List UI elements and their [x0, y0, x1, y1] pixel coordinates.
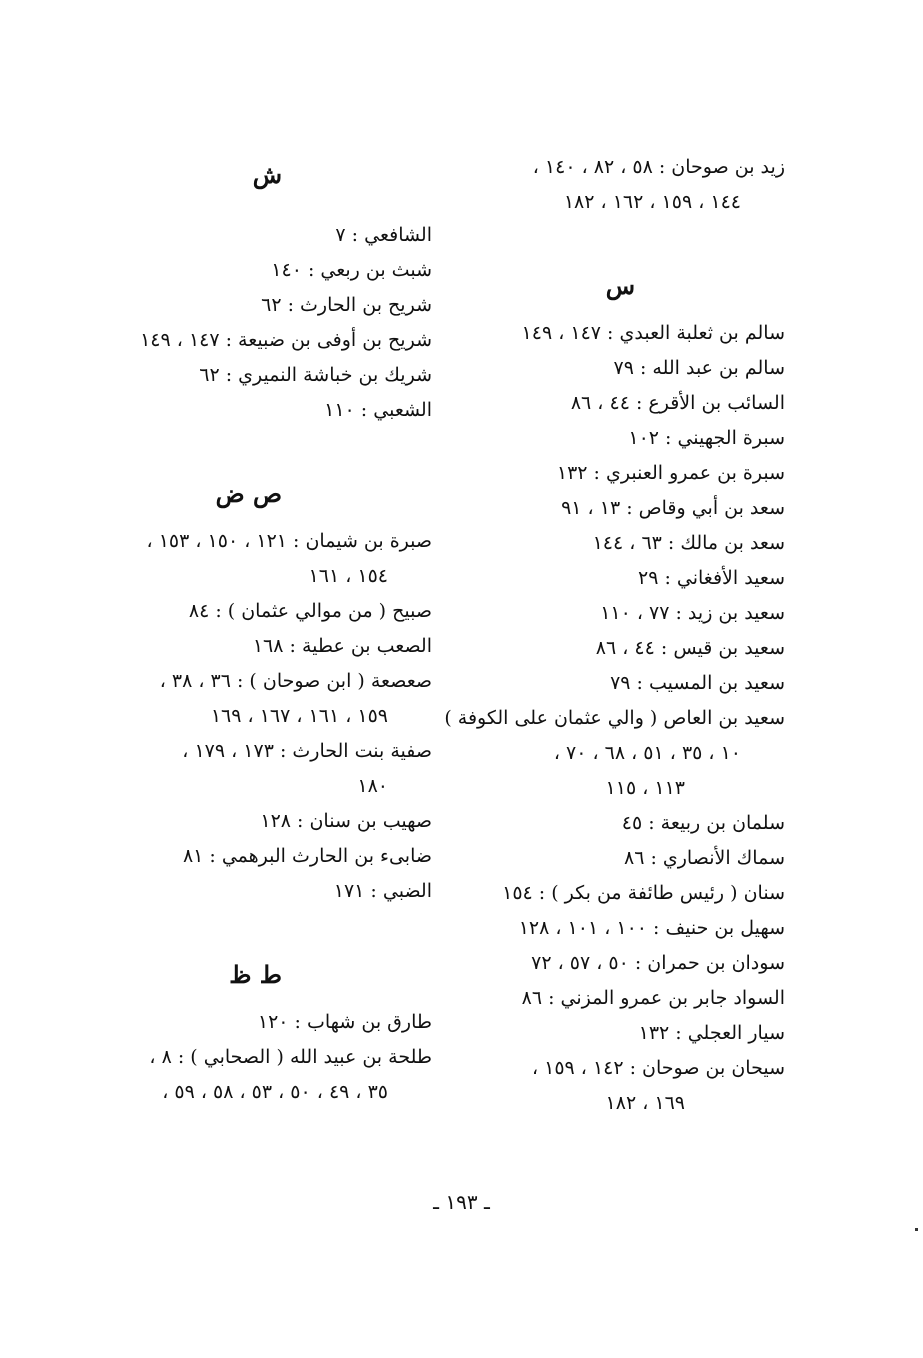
index-entry: شبث بن ربعي : ١٤٠ — [271, 259, 432, 281]
index-entry: سعيد بن قيس : ٤٤ ، ٨٦ — [595, 637, 785, 659]
section-heading-s: س — [605, 271, 635, 300]
index-entry: ضابىء بن الحارث البرهمي : ٨١ — [182, 845, 432, 867]
index-entry: سيار العجلي : ١٣٢ — [638, 1022, 785, 1044]
entries-s — [444, 316, 785, 1121]
index-entry: طارق بن شهاب : ١٢٠ — [257, 1011, 432, 1033]
index-entry: الصعب بن عطية : ١٦٨ — [252, 635, 432, 657]
index-entry: طلحة بن عبيد الله ( الصحابي ) : ٨ ، — [149, 1046, 432, 1068]
index-entry: ١٠ ، ٣٥ ، ٥١ ، ٦٨ ، ٧٠ ، — [553, 742, 741, 764]
index-entry: صفية بنت الحارث : ١٧٣ ، ١٧٩ ، — [182, 740, 432, 762]
index-entry: سعد بن أبي وقاص : ١٣ ، ٩١ — [561, 497, 785, 519]
index-entry: زيد بن صوحان : ٥٨ ، ٨٢ ، ١٤٠ ، — [532, 156, 785, 178]
index-entry: شريك بن خباشة النميري : ٦٢ — [199, 364, 432, 386]
index-entry: سبرة بن عمرو العنبري : ١٣٢ — [556, 462, 785, 484]
index-entry: ١١٣ ، ١١٥ — [605, 777, 685, 799]
index-entry: سعد بن مالك : ٦٣ ، ١٤٤ — [592, 532, 785, 554]
index-entry: صبيح ( من موالي عثمان ) : ٨٤ — [188, 600, 432, 622]
right-column — [444, 150, 785, 1121]
index-entry: الشعبي : ١١٠ — [324, 399, 432, 421]
index-entry: صهيب بن سنان : ١٢٨ — [260, 810, 432, 832]
index-entry: سلمان بن ربيعة : ٤٥ — [621, 812, 785, 834]
index-entry: الضبي : ١٧١ — [333, 880, 432, 902]
index-entry: ١٨٠ — [357, 775, 388, 797]
left-column — [100, 150, 432, 1110]
page-number: ـ ١٩٣ ـ — [433, 1190, 490, 1214]
index-entry: سالم بن عبد الله : ٧٩ — [613, 357, 785, 379]
index-entry: صبرة بن شيمان : ١٢١ ، ١٥٠ ، ١٥٣ ، — [146, 530, 432, 552]
section-heading-ta: ط ظ — [229, 960, 282, 989]
index-entry: سيحان بن صوحان : ١٤٢ ، ١٥٩ ، — [531, 1057, 785, 1079]
index-entry: سعيد الأفغاني : ٢٩ — [637, 567, 785, 589]
index-entry: ١٦٩ ، ١٨٢ — [605, 1092, 685, 1114]
scan-mark — [915, 1228, 918, 1231]
entries-zayd — [470, 150, 785, 220]
index-entry: ٣٥ ، ٤٩ ، ٥٠ ، ٥٣ ، ٥٨ ، ٥٩ ، — [162, 1081, 388, 1103]
index-entry: الشافعي : ٧ — [335, 224, 432, 246]
index-entry: ١٥٤ ، ١٦١ — [308, 565, 388, 587]
index-entry: سعيد بن زيد : ٧٧ ، ١١٠ — [600, 602, 785, 624]
entries-sh — [100, 218, 432, 428]
entries-ta — [100, 1005, 432, 1110]
section-heading-sad: ص ض — [215, 479, 282, 508]
index-entry: شريح بن أوفى بن ضبيعة : ١٤٧ ، ١٤٩ — [140, 329, 432, 351]
index-entry: سعيد بن المسيب : ٧٩ — [610, 672, 785, 694]
index-entry: شريح بن الحارث : ٦٢ — [261, 294, 432, 316]
index-entry: سالم بن ثعلبة العبدي : ١٤٧ ، ١٤٩ — [521, 322, 785, 344]
index-entry: سعيد بن العاص ( والي عثمان على الكوفة ) — [444, 707, 785, 729]
index-entry: سودان بن حمران : ٥٠ ، ٥٧ ، ٧٢ — [531, 952, 785, 974]
index-entry: السائب بن الأقرع : ٤٤ ، ٨٦ — [570, 392, 785, 414]
index-entry: السواد جابر بن عمرو المزني : ٨٦ — [521, 987, 785, 1009]
entries-sad — [100, 524, 432, 909]
index-entry: صعصعة ( ابن صوحان ) : ٣٦ ، ٣٨ ، — [159, 670, 432, 692]
section-heading-sh: ش — [252, 160, 282, 189]
index-entry: سهيل بن حنيف : ١٠٠ ، ١٠١ ، ١٢٨ — [518, 917, 785, 939]
index-entry: سماك الأنصاري : ٨٦ — [623, 847, 785, 869]
index-entry: ١٤٤ ، ١٥٩ ، ١٦٢ ، ١٨٢ — [563, 191, 741, 213]
index-entry: سنان ( رئيس طائفة من بكر ) : ١٥٤ — [502, 882, 785, 904]
index-entry: ١٥٩ ، ١٦١ ، ١٦٧ ، ١٦٩ — [210, 705, 388, 727]
index-entry: سبرة الجهيني : ١٠٢ — [628, 427, 785, 449]
